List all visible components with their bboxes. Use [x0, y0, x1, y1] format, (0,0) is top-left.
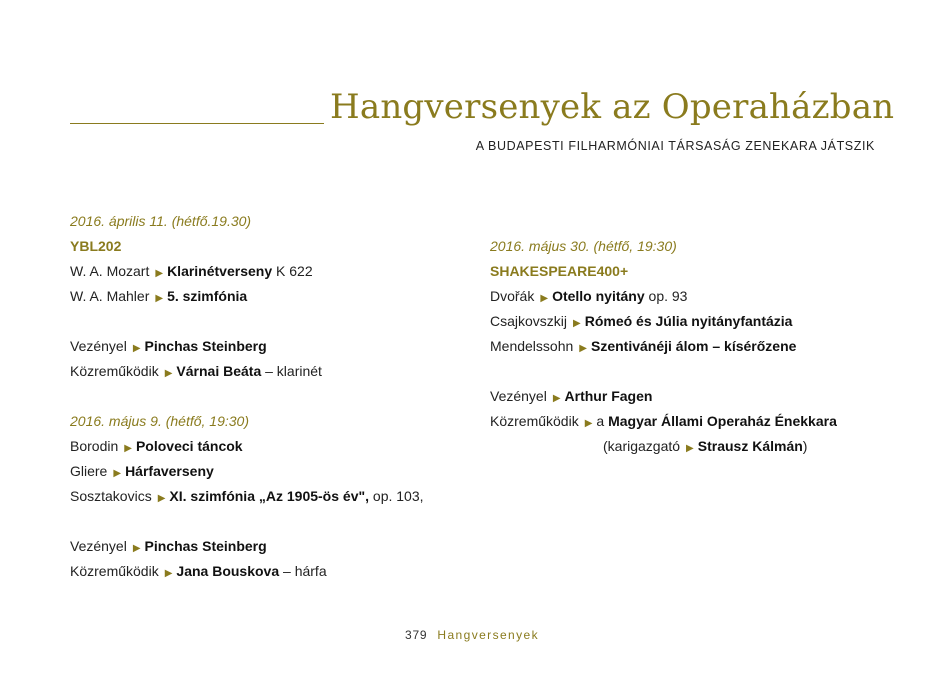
arrow-icon: ▶ [155, 268, 164, 279]
title-rule [70, 123, 324, 124]
conductor-label: Vezényel [70, 338, 127, 354]
composer: W. A. Mozart [70, 263, 150, 279]
work-title: XI. szimfónia „Az 1905-ös év", [169, 488, 370, 504]
work-opus: op. 103, [372, 488, 424, 504]
page-footer [0, 628, 944, 642]
arrow-icon: ▶ [573, 318, 581, 329]
arrow-icon: ▶ [686, 443, 694, 454]
chorus-master-close: ) [802, 438, 808, 454]
right-column [490, 236, 910, 461]
composer: Borodin [70, 438, 119, 454]
chorus-master-label: (karigazgató [603, 438, 681, 454]
chorus-master-line [490, 436, 910, 461]
program-line [490, 311, 910, 336]
conductor-label: Vezényel [70, 538, 127, 554]
arrow-icon: ▶ [132, 543, 141, 554]
conductor-line [70, 536, 470, 561]
composer: W. A. Mahler [70, 288, 150, 304]
arrow-icon: ▶ [540, 293, 549, 304]
work-title: Otello nyitány [552, 288, 645, 304]
program-line [70, 436, 470, 461]
arrow-icon: ▶ [164, 568, 173, 579]
arrow-icon: ▶ [579, 343, 587, 354]
concert-date: 2016. április 11. (hétfő.19.30) [70, 213, 252, 229]
conductor-label: Vezényel [490, 388, 547, 404]
arrow-icon: ▶ [113, 468, 122, 479]
work-title: Poloveci táncok [135, 438, 243, 454]
work-title: Klarinétverseny [167, 263, 273, 279]
composer: Mendelssohn [490, 338, 574, 354]
page-number: 379 [404, 628, 428, 642]
arrow-icon: ▶ [124, 443, 132, 454]
conductor-name: Pinchas Steinberg [144, 338, 267, 354]
conductor-line [490, 386, 910, 411]
left-column [70, 211, 470, 586]
concert-code: SHAKESPEARE400+ [490, 263, 629, 279]
program-line [490, 286, 910, 311]
program-line [70, 486, 470, 511]
work-opus: op. 93 [648, 288, 688, 304]
conductor-name: Pinchas Steinberg [144, 538, 267, 554]
program-line [490, 336, 910, 361]
soloist-name: Várnai Beáta [176, 363, 262, 379]
chorus-master-name: Strausz Kálmán [697, 438, 803, 454]
section-name: Hangversenyek [437, 628, 539, 642]
arrow-icon: ▶ [584, 418, 593, 429]
composer: Csajkovszkij [490, 313, 568, 329]
work-title: Rómeó és Júlia nyitányfantázia [584, 313, 793, 329]
soloist-label: Közreműködik [490, 413, 579, 429]
conductor-line [70, 336, 470, 361]
composer: Gliere [70, 463, 108, 479]
composer: Dvořák [490, 288, 535, 304]
arrow-icon: ▶ [155, 293, 164, 304]
soloist-line [70, 561, 470, 586]
program-line [70, 261, 470, 286]
program-line [70, 286, 470, 311]
soloist-line [490, 411, 910, 436]
soloist-label: Közreműködik [70, 363, 159, 379]
work-title: 5. szimfónia [167, 288, 248, 304]
work-title: Hárfaverseny [125, 463, 214, 479]
concert-date: 2016. május 9. (hétfő, 19:30) [70, 413, 249, 429]
soloist-role: – klarinét [261, 363, 322, 379]
work-title: Szentivánéji álom – kísérőzene [590, 338, 797, 354]
soloist-role: – hárfa [279, 563, 327, 579]
concert-code: YBL202 [70, 238, 122, 254]
work-opus: K 622 [276, 263, 313, 279]
page-subtitle: A BUDAPESTI FILHARMÓNIAI TÁRSASÁG ZENEKARA JÁTSZIK [475, 139, 875, 153]
composer: Sosztakovics [70, 488, 152, 504]
concert-date: 2016. május 30. (hétfő, 19:30) [490, 238, 677, 254]
soloist-name: Jana Bouskova [176, 563, 280, 579]
conductor-name: Arthur Fagen [564, 388, 653, 404]
arrow-icon: ▶ [552, 393, 561, 404]
program-line [70, 461, 470, 486]
soloist-line [70, 361, 470, 386]
soloist-prefix: a [596, 413, 605, 429]
soloist-name: Magyar Állami Operaház Énekkara [608, 413, 837, 429]
page-title: Hangversenyek az Operaházban [330, 87, 895, 127]
soloist-label: Közreműködik [70, 563, 159, 579]
arrow-icon: ▶ [132, 343, 141, 354]
arrow-icon: ▶ [164, 368, 173, 379]
arrow-icon: ▶ [157, 493, 166, 504]
